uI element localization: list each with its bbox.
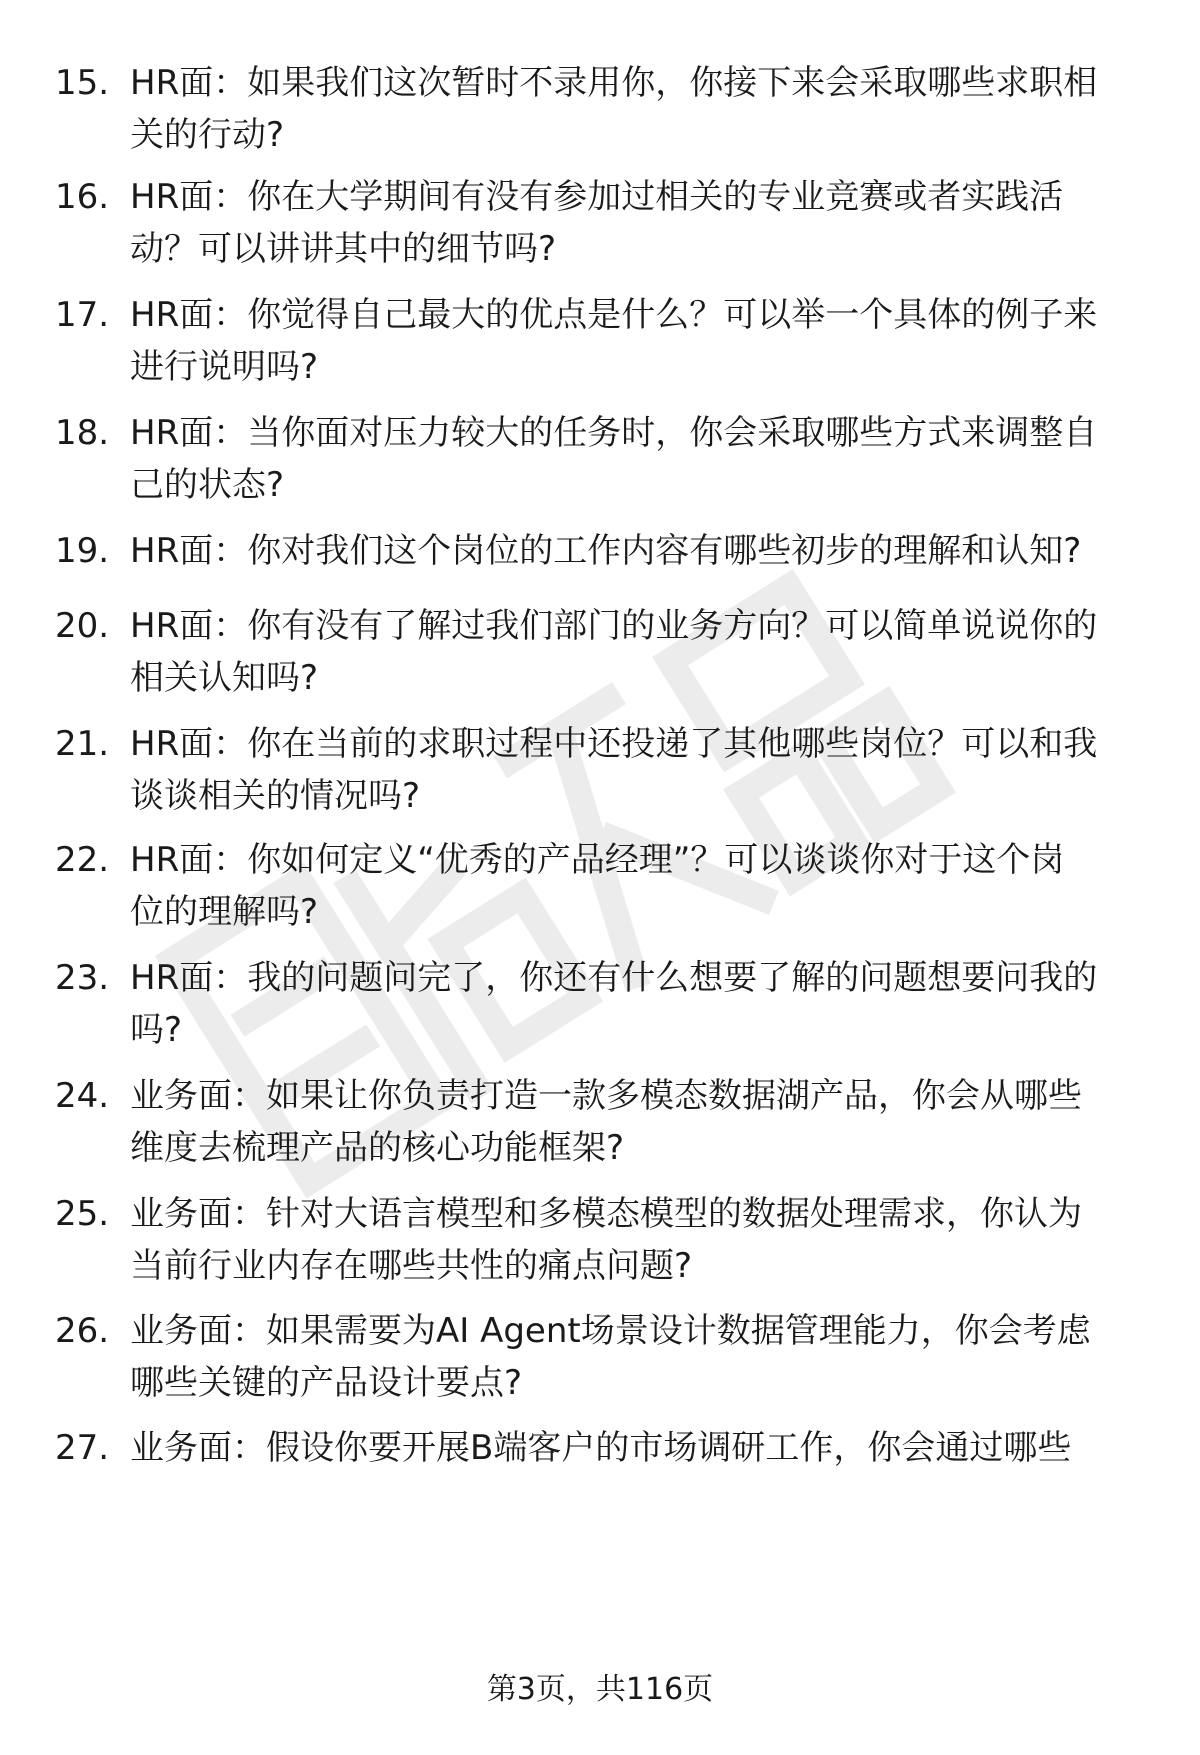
question-number: 16.: [55, 177, 110, 217]
question-text: [130, 834, 1160, 938]
question-text: [130, 718, 1160, 822]
question-line: HR面：你有没有了解过我们部门的业务方向？可以简单说说你的: [130, 606, 1098, 646]
question-line: 业务面：如果需要为AI Agent场景设计数据管理能力，你会考虑: [130, 1311, 1091, 1351]
question-text: [130, 1188, 1160, 1292]
question-line: HR面：你对我们这个岗位的工作内容有哪些初步的理解和认知?: [130, 531, 1082, 571]
question-line: HR面：你如何定义“优秀的产品经理”？可以谈谈你对于这个岗: [130, 840, 1065, 880]
question-line: 吗?: [130, 1010, 183, 1050]
question-line: HR面：你觉得自己最大的优点是什么？可以举一个具体的例子来: [130, 295, 1098, 335]
question-number: 24.: [55, 1076, 110, 1116]
question-number: 20.: [55, 606, 110, 646]
question-number: 15.: [55, 63, 110, 103]
question-text: [130, 57, 1160, 161]
question-number: 17.: [55, 295, 110, 335]
question-number: 25.: [55, 1194, 110, 1234]
question-line: 关的行动?: [130, 115, 285, 155]
question-text: [130, 1305, 1160, 1409]
question-line: 谈谈相关的情况吗?: [130, 776, 421, 816]
question-line: 己的状态?: [130, 465, 285, 505]
question-line: HR面：我的问题问完了，你还有什么想要了解的问题想要问我的: [130, 958, 1098, 998]
question-number: 23.: [55, 958, 110, 998]
question-text: [130, 952, 1160, 1056]
question-number: 27.: [55, 1428, 110, 1468]
question-text: [130, 289, 1160, 393]
question-line: HR面：如果我们这次暂时不录用你，你接下来会采取哪些求职相: [130, 63, 1098, 103]
question-text: [130, 525, 1160, 577]
question-text: [130, 171, 1160, 275]
question-number: 21.: [55, 724, 110, 764]
question-line: 进行说明吗?: [130, 347, 319, 387]
question-text: [130, 407, 1160, 511]
question-text: [130, 1070, 1160, 1174]
question-number: 19.: [55, 531, 110, 571]
question-line: 位的理解吗?: [130, 892, 319, 932]
question-line: HR面：你在当前的求职过程中还投递了其他哪些岗位？可以和我: [130, 724, 1098, 764]
question-number: 26.: [55, 1311, 110, 1351]
question-number: 22.: [55, 840, 110, 880]
question-line: 业务面：针对大语言模型和多模态模型的数据处理需求，你认为: [130, 1194, 1082, 1234]
question-line: HR面：你在大学期间有没有参加过相关的专业竞赛或者实践活: [130, 177, 1064, 217]
question-line: 相关认知吗?: [130, 658, 319, 698]
question-line: 业务面：假设你要开展B端客户的市场调研工作，你会通过哪些: [130, 1428, 1072, 1468]
question-line: 业务面：如果让你负责打造一款多模态数据湖产品，你会从哪些: [130, 1076, 1082, 1116]
question-line: 当前行业内存在哪些共性的痛点问题?: [130, 1246, 693, 1286]
question-line: HR面：当你面对压力较大的任务时，你会采取哪些方式来调整自: [130, 413, 1098, 453]
question-line: 哪些关键的产品设计要点?: [130, 1363, 523, 1403]
question-text: [130, 600, 1160, 704]
question-number: 18.: [55, 413, 110, 453]
question-line: 维度去梳理产品的核心功能框架?: [130, 1128, 625, 1168]
question-text: [130, 1422, 1160, 1474]
page-footer: 第3页，共116页: [486, 1672, 714, 1707]
question-line: 动？可以讲讲其中的细节吗?: [130, 229, 557, 269]
